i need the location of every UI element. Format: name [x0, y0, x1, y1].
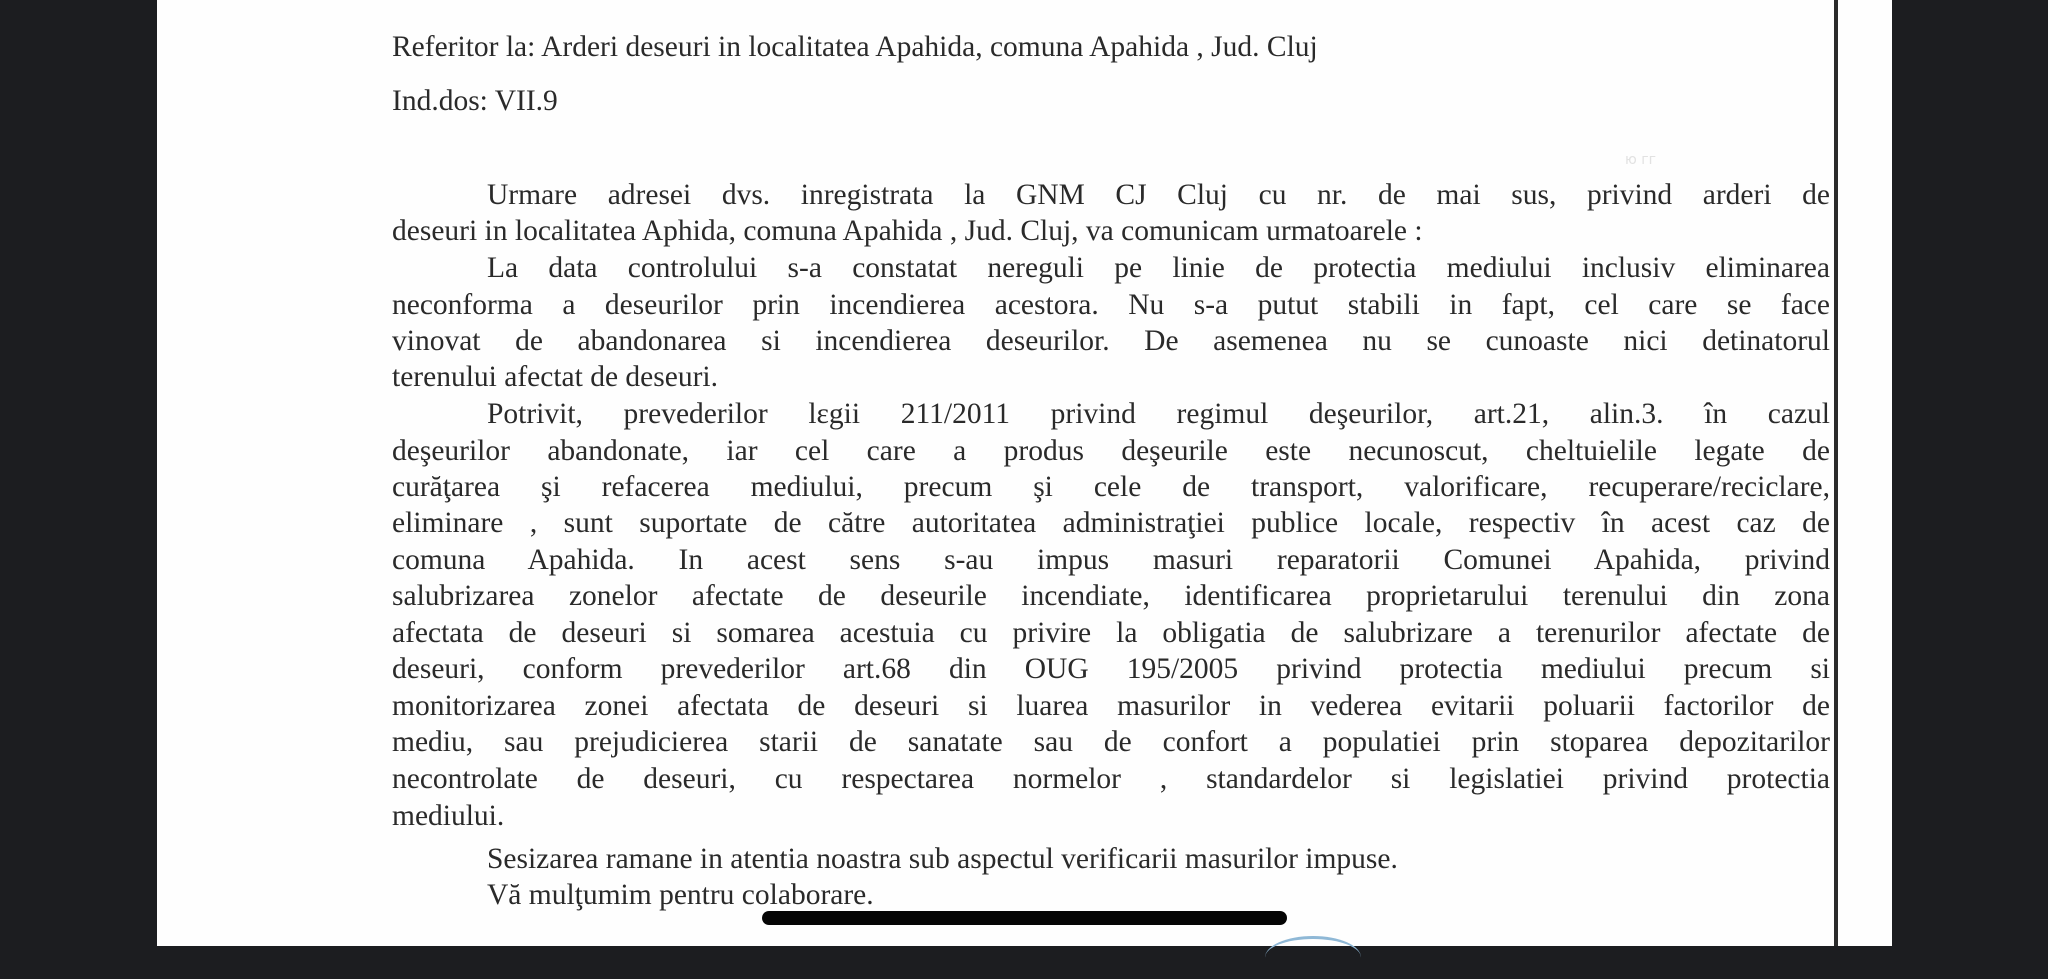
paragraph-2-line-3: vinovat de abandonarea si incendierea deseurilor. De asemenea nu se cunoaste nici detinatorul	[392, 325, 1830, 357]
home-indicator-bar[interactable]	[762, 911, 1287, 925]
paragraph-3-line-4: eliminare , sunt suportate de către autoritatea administraţiei publice locale, respectiv în acest caz de	[392, 507, 1830, 539]
left-dark-margin	[0, 0, 157, 946]
paragraph-3-line-8: deseuri, conform prevederilor art.68 din OUG 195/2005 privind protectia mediului precum si	[392, 653, 1830, 685]
paragraph-3-line-1: Potrivit, prevederilor lɛgii 211/2011 privind regimul deşeurilor, art.21, alin.3. în cazul	[487, 398, 1830, 430]
paragraph-1-line-2: deseuri in localitatea Aphida, comuna Apahida , Jud. Cluj, va comunicam urmatoarele :	[392, 215, 1423, 247]
paragraph-3-line-12: mediului.	[392, 800, 505, 832]
faint-mark: ю гг	[1625, 152, 1656, 168]
page-edge-line	[1834, 0, 1838, 946]
paragraph-3-line-9: monitorizarea zonei afectata de deseuri si luarea masurilor in vederea evitarii poluarii factorilor de	[392, 690, 1830, 722]
subject-line: Referitor la: Arderi deseuri in localitatea Apahida, comuna Apahida , Jud. Cluj	[392, 31, 1318, 63]
document-page	[157, 0, 1892, 946]
paragraph-3-line-2: deşeurilor abandonate, iar cel care a produs deşeurile este necunoscut, cheltuielile legate de	[392, 435, 1830, 467]
closing-line-2: Vă mulţumim pentru colaborare.	[487, 879, 874, 911]
paragraph-3-line-11: necontrolate de deseuri, cu respectarea normelor , standardelor si legislatiei privind protectia	[392, 763, 1830, 795]
closing-line-1: Sesizarea ramane in atentia noastra sub aspectul verificarii masurilor impuse.	[487, 843, 1398, 875]
paragraph-3-line-10: mediu, sau prejudicierea starii de sanatate sau de confort a populatiei prin stoparea depozitarilor	[392, 726, 1830, 758]
right-dark-margin	[1892, 0, 2048, 946]
paragraph-2-line-1: La data controlului s-a constatat nereguli pe linie de protectia mediului inclusiv eliminarea	[487, 252, 1830, 284]
paragraph-1-line-1: Urmare adresei dvs. inregistrata la GNM CJ Cluj cu nr. de mai sus, privind arderi de	[487, 179, 1830, 211]
paragraph-3-line-5: comuna Apahida. In acest sens s-au impus masuri reparatorii Comunei Apahida, privind	[392, 544, 1830, 576]
paragraph-2-line-2: neconforma a deseurilor prin incendierea acestora. Nu s-a putut stabili in fapt, cel care se face	[392, 289, 1830, 321]
stamp-fragment	[1265, 936, 1361, 979]
paragraph-3-line-3: curăţarea şi refacerea mediului, precum şi cele de transport, valorificare, recuperare/reciclare,	[392, 471, 1830, 503]
paragraph-3-line-6: salubrizarea zonelor afectate de deseurile incendiate, identificarea proprietarului terenului din zona	[392, 580, 1830, 612]
paragraph-3-line-7: afectata de deseuri si somarea acestuia cu privire la obligatia de salubrizare a terenurilor afectate de	[392, 617, 1830, 649]
file-index: Ind.dos: VII.9	[392, 85, 558, 117]
paragraph-2-line-4: terenului afectat de deseuri.	[392, 361, 718, 393]
